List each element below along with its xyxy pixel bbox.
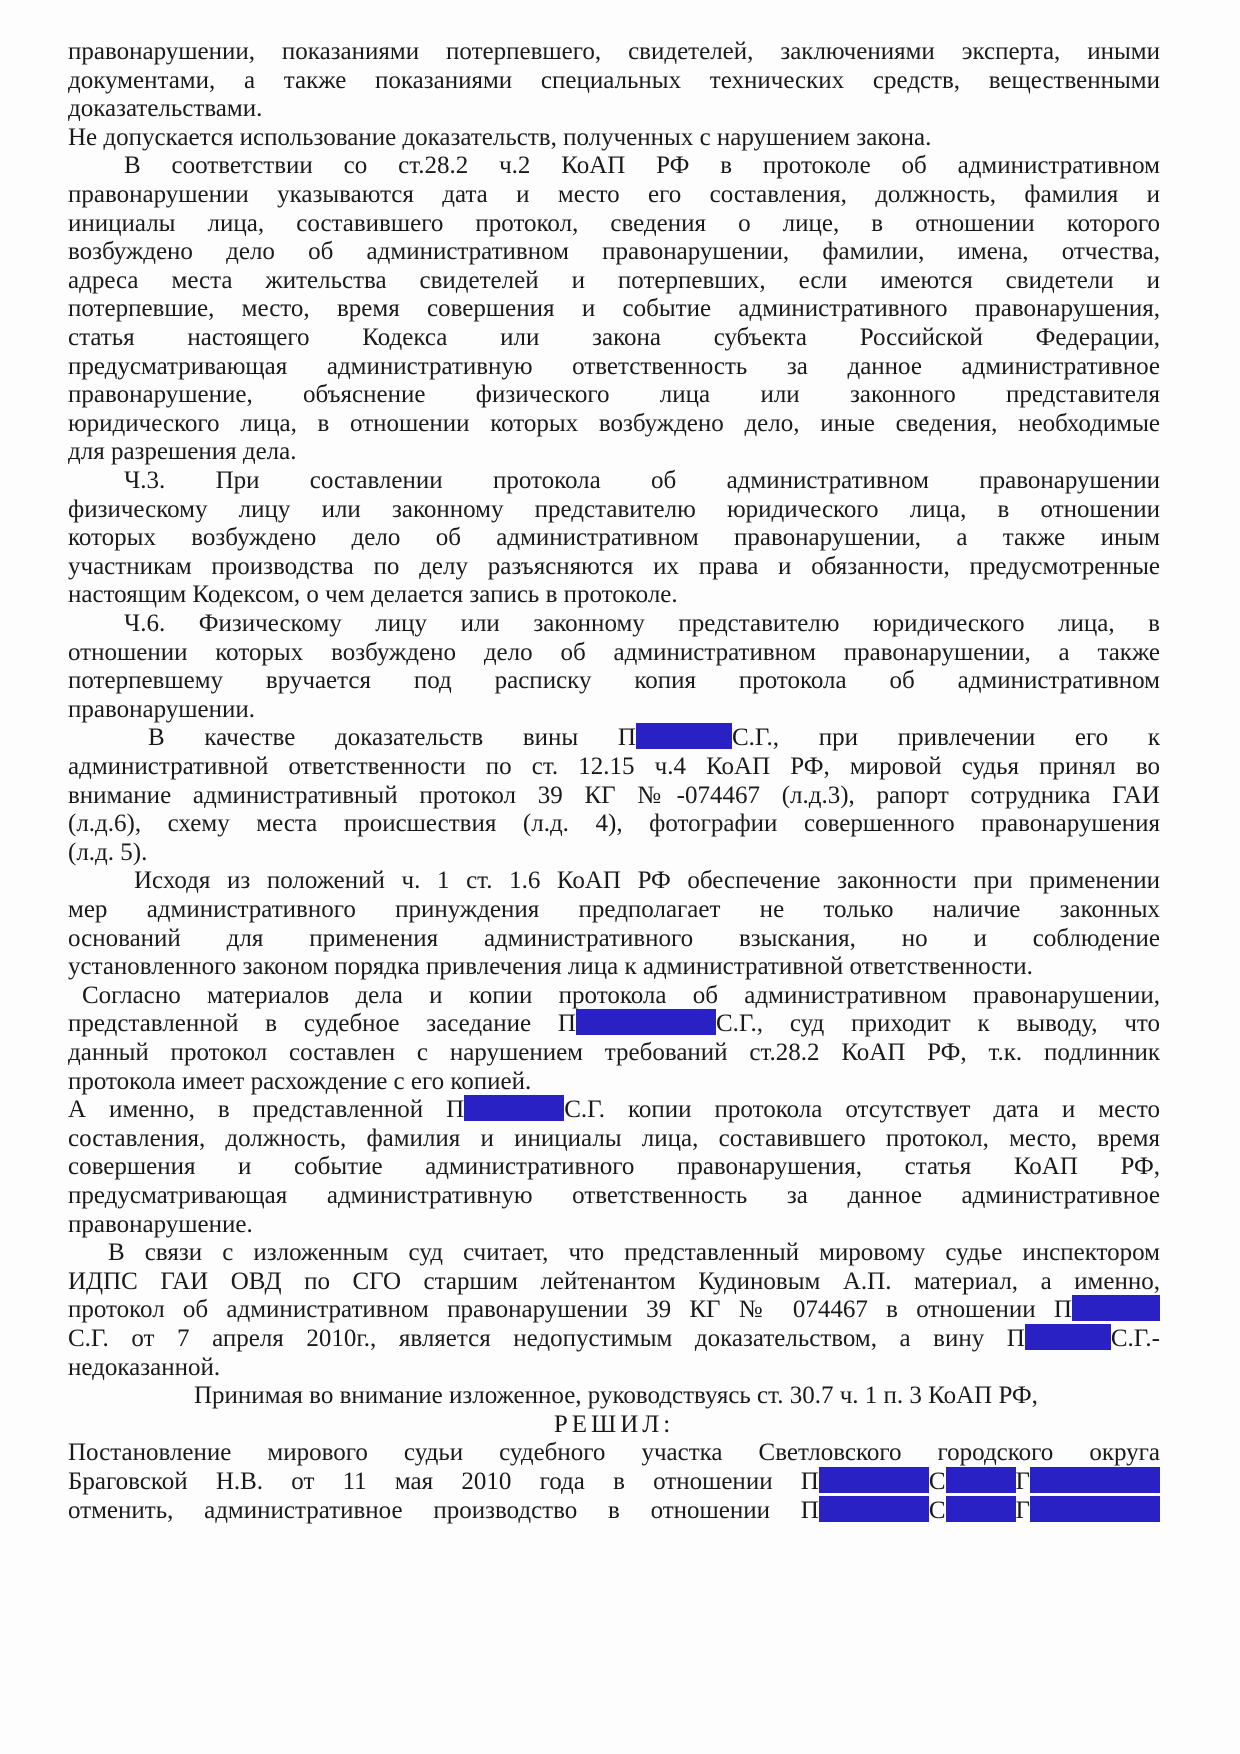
text-line bbox=[68, 1066, 1160, 1098]
text-line bbox=[68, 1323, 1160, 1355]
line-text: Исходя из положений ч. 1 ст. 1.6 КоАП РФ обеспечение законности при применении bbox=[134, 867, 1160, 895]
text-line bbox=[68, 665, 1160, 697]
redaction-mark bbox=[636, 723, 732, 749]
line-text: потерпевшие, место, время совершения и событие административного правонарушения, bbox=[68, 295, 1160, 323]
line-text: юридического лица, в отношении которых возбуждено дело, иные сведения, необходимые bbox=[68, 409, 1160, 437]
text-line bbox=[68, 150, 1160, 182]
line-text: участникам производства по делу разъясняются их права и обязанности, предусмотренные bbox=[68, 552, 1160, 580]
redaction-mark bbox=[464, 1095, 564, 1121]
redaction-mark bbox=[819, 1467, 929, 1493]
line-text: (л.д. 5). bbox=[68, 838, 148, 866]
text-line bbox=[68, 122, 1160, 154]
text-line bbox=[68, 293, 1160, 325]
text-line bbox=[68, 980, 1160, 1012]
redaction-mark bbox=[819, 1496, 929, 1522]
line-text: представленной в судебное заседание П bbox=[68, 1010, 576, 1038]
line-text: составления, должность, фамилия и инициалы лица, составившего протокол, место, время bbox=[68, 1124, 1160, 1152]
text-line bbox=[68, 522, 1160, 554]
text-line bbox=[68, 1151, 1160, 1183]
line-text: С.Г. копии протокола отсутствует дата и место bbox=[564, 1096, 1160, 1124]
line-text: для разрешения дела. bbox=[68, 438, 297, 466]
text-line bbox=[68, 1409, 1160, 1441]
line-text: правонарушении указываются дата и место его составления, должность, фамилия и bbox=[68, 181, 1160, 208]
line-text: отменить, административное производство в отношении П bbox=[68, 1496, 819, 1524]
text-line bbox=[68, 551, 1160, 583]
text-line bbox=[68, 1123, 1160, 1155]
text-line bbox=[68, 265, 1160, 297]
line-text: (л.д.6), схему места происшествия (л.д. 4), фотографии совершенного правонарушения bbox=[68, 810, 1160, 838]
line-text: возбуждено дело об административном правонарушении, фамилии, имена, отчества, bbox=[68, 238, 1160, 266]
text-line bbox=[68, 579, 1160, 611]
redaction-mark bbox=[946, 1496, 1016, 1522]
text-line bbox=[68, 1495, 1160, 1527]
line-text: Не допускается использование доказательств, полученных с нарушением закона. bbox=[68, 123, 932, 151]
line-text: Г bbox=[1015, 1468, 1030, 1495]
text-line bbox=[68, 722, 1160, 754]
line-text: правонарушении, показаниями потерпевшего, свидетелей, заключениями эксперта, иными bbox=[68, 38, 1160, 65]
text-line bbox=[68, 36, 1160, 68]
line-text: внимание административный протокол 39 КГ №-074467 (л.д.3), рапорт сотрудника ГАИ bbox=[68, 781, 1160, 809]
text-line bbox=[68, 236, 1160, 268]
line-text: адреса места жительства свидетелей и потерпевших, если имеются свидетели и bbox=[68, 266, 1160, 294]
redaction-mark bbox=[576, 1009, 716, 1035]
line-text: протокола имеет расхождение с его копией. bbox=[68, 1067, 532, 1095]
text-line bbox=[68, 1352, 1160, 1384]
line-text: установленного законом порядка привлечения лица к административной ответственности. bbox=[68, 953, 1033, 981]
redaction-mark bbox=[946, 1467, 1016, 1493]
line-text: Г bbox=[1015, 1496, 1030, 1524]
line-text: статья настоящего Кодекса или закона субъекта Российской Федерации, bbox=[68, 324, 1160, 351]
text-line bbox=[68, 1209, 1160, 1241]
line-text: предусматривающая административную ответственность за данное административное bbox=[68, 1182, 1160, 1209]
line-text: В связи с изложенным суд считает, что представленный мировому судье инспектором bbox=[108, 1239, 1160, 1267]
text-line bbox=[68, 1180, 1160, 1212]
text-line bbox=[68, 1437, 1160, 1469]
text-line bbox=[68, 208, 1160, 240]
text-line bbox=[68, 808, 1160, 840]
text-line bbox=[68, 1037, 1160, 1069]
line-text: С.Г., суд приходит к выводу, что bbox=[715, 1010, 1160, 1038]
line-text: отношении которых возбуждено дело об административном правонарушении, а также bbox=[68, 638, 1160, 666]
text-line bbox=[68, 837, 1160, 869]
line-text: В соответствии со ст.28.2 ч.2 КоАП РФ в протоколе об административном bbox=[124, 152, 1160, 180]
line-text: С.Г. от 7 апреля 2010г., является недопустимым доказательством, а вину П bbox=[68, 1325, 1025, 1352]
text-line bbox=[68, 865, 1160, 897]
text-line bbox=[68, 465, 1160, 497]
line-text: физическому лицу или законному представителю юридического лица, в отношении bbox=[68, 495, 1160, 523]
line-text: С.Г.- bbox=[1110, 1325, 1160, 1352]
text-line bbox=[68, 408, 1160, 440]
line-text: В качестве доказательств вины П bbox=[148, 724, 636, 752]
text-line bbox=[68, 780, 1160, 812]
line-text: С.Г., при привлечении его к bbox=[731, 724, 1160, 752]
text-line bbox=[68, 1094, 1160, 1126]
line-text: Браговской Н.В. от 11 мая 2010 года в отношении П bbox=[68, 1468, 819, 1495]
text-line bbox=[68, 608, 1160, 640]
text-line bbox=[68, 951, 1160, 983]
text-line bbox=[68, 1466, 1160, 1498]
line-text: протокол об административном правонарушении 39 КГ № 074467 в отношении П bbox=[68, 1296, 1072, 1324]
line-text: потерпевшему вручается под расписку копия протокола об административном bbox=[68, 667, 1160, 695]
line-text: РЕШИЛ: bbox=[553, 1410, 675, 1438]
text-line bbox=[68, 379, 1160, 411]
line-text: ИДПС ГАИ ОВД по СГО старшим лейтенантом Кудиновым А.П. материал, а именно, bbox=[68, 1267, 1160, 1295]
line-text: А именно, в представленной П bbox=[68, 1096, 465, 1124]
text-line bbox=[68, 436, 1160, 468]
line-text: недоказанной. bbox=[68, 1353, 221, 1381]
line-text: Согласно материалов дела и копии протокола об административном правонарушении, bbox=[82, 981, 1160, 1009]
line-text: С bbox=[928, 1496, 946, 1524]
line-text: данный протокол составлен с нарушением требований ст.28.2 КоАП РФ, т.к. подлинник bbox=[68, 1039, 1160, 1066]
line-text: правонарушение. bbox=[68, 1210, 253, 1238]
line-text: административной ответственности по ст. 12.15 ч.4 КоАП РФ, мировой судья принял во bbox=[68, 753, 1160, 780]
line-text: С bbox=[928, 1468, 946, 1495]
text-line bbox=[68, 1237, 1160, 1269]
line-text: инициалы лица, составившего протокол, сведения о лице, в отношении которого bbox=[68, 209, 1160, 237]
text-line bbox=[68, 1380, 1160, 1412]
text-line bbox=[68, 694, 1160, 726]
line-text: которых возбуждено дело об административном правонарушении, а также иным bbox=[68, 524, 1160, 552]
line-text: доказательствами. bbox=[68, 95, 263, 123]
line-text: совершения и событие административного правонарушения, статья КоАП РФ, bbox=[68, 1153, 1160, 1181]
redaction-mark bbox=[1030, 1467, 1160, 1493]
redaction-mark bbox=[1030, 1496, 1160, 1522]
line-text: Ч.3. При составлении протокола об административном правонарушении bbox=[124, 467, 1160, 494]
text-line bbox=[68, 751, 1160, 783]
redaction-mark bbox=[1025, 1324, 1111, 1350]
line-text: Постановление мирового судьи судебного участка Светловского городского округа bbox=[68, 1439, 1160, 1467]
text-line bbox=[68, 322, 1160, 354]
line-text: оснований для применения административного взыскания, но и соблюдение bbox=[68, 924, 1160, 952]
text-line bbox=[68, 637, 1160, 669]
redaction-mark bbox=[1072, 1295, 1160, 1321]
line-text: настоящим Кодексом, о чем делается запись в протоколе. bbox=[68, 581, 678, 609]
text-line bbox=[68, 179, 1160, 211]
line-text: мер административного принуждения предполагает не только наличие законных bbox=[68, 896, 1160, 923]
text-line bbox=[68, 923, 1160, 955]
line-text: правонарушении. bbox=[68, 695, 255, 723]
line-text: документами, а также показаниями специальных технических средств, вещественными bbox=[68, 66, 1160, 94]
text-line bbox=[68, 65, 1160, 97]
text-line bbox=[68, 894, 1160, 926]
line-text: Принимая во внимание изложенное, руководствуясь ст. 30.7 ч. 1 п. 3 КоАП РФ, bbox=[194, 1382, 1038, 1410]
text-line bbox=[68, 351, 1160, 383]
line-text: предусматривающая административную ответственность за данное административное bbox=[68, 352, 1160, 380]
text-line bbox=[68, 1266, 1160, 1298]
line-text: Ч.6. Физическому лицу или законному представителю юридического лица, в bbox=[124, 610, 1160, 637]
text-line bbox=[68, 1294, 1160, 1326]
text-line bbox=[68, 1008, 1160, 1040]
line-text: правонарушение, объяснение физического лица или законного представителя bbox=[68, 381, 1160, 409]
text-line bbox=[68, 494, 1160, 526]
text-line bbox=[68, 93, 1160, 125]
